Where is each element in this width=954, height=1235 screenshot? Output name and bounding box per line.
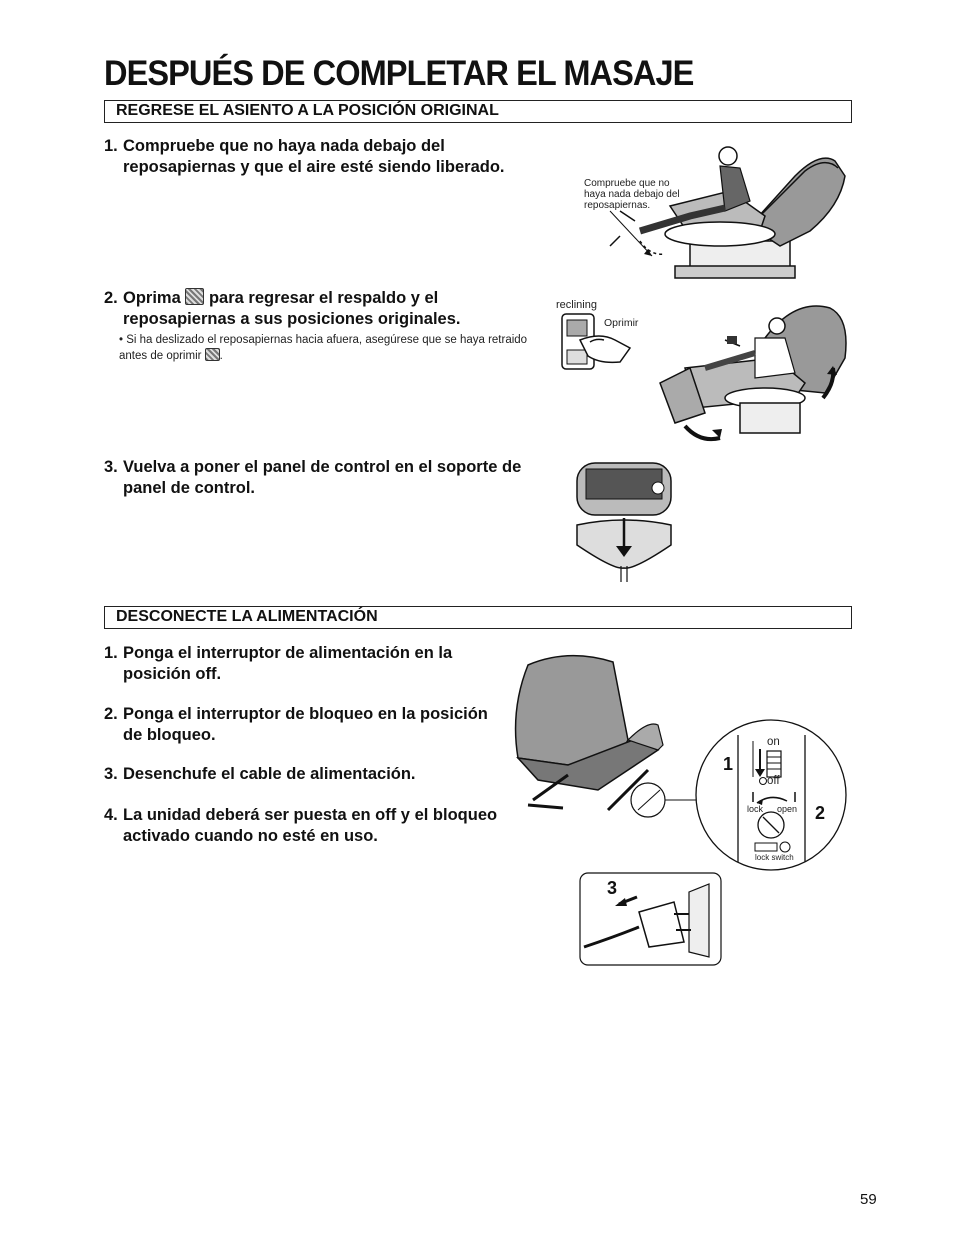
step-2-lock-switch xyxy=(104,704,504,746)
step-text: Ponga el interruptor de alimentación en la posición off. xyxy=(123,644,453,683)
label-switch-off: off xyxy=(767,775,780,787)
step-text: Desenchufe el cable de alimentación. xyxy=(123,765,416,783)
step-1-check-legrest xyxy=(104,136,544,178)
figure-control-panel-holder xyxy=(574,460,674,582)
note-text-before: • Si ha deslizado el reposapiernas hacia afuera, asegúrese que se haya retraido antes de oprimir xyxy=(119,334,528,362)
callout-number-1: 1 xyxy=(723,754,734,774)
figure-chair-back xyxy=(508,650,708,820)
step-3-unplug xyxy=(104,764,504,785)
note-text-after: . xyxy=(219,350,223,362)
press-label: Oprimir xyxy=(604,317,639,329)
step-number: 2. xyxy=(104,705,118,723)
section-heading-text: DESCONECTE LA ALIMENTACIÓN xyxy=(116,608,378,625)
label-lock: lock xyxy=(747,804,764,814)
step-number: 1. xyxy=(104,644,118,662)
reclining-button-icon xyxy=(205,348,220,361)
step-2-note xyxy=(119,333,549,364)
step-2-press-reclining xyxy=(104,288,544,330)
step-number: 3. xyxy=(104,765,118,783)
step-number: 4. xyxy=(104,806,118,824)
step-text: Compruebe que no haya nada debajo del reposapiernas y que el aire esté siendo liberado. xyxy=(123,137,505,176)
reclining-button-icon xyxy=(185,288,204,305)
page-title: DESPUÉS DE COMPLETAR EL MASAJE xyxy=(104,54,694,93)
label-switch-on: on xyxy=(767,736,780,748)
step-number: 3. xyxy=(104,458,118,476)
figure-unplug-cord xyxy=(579,872,722,967)
step-number: 2. xyxy=(104,289,118,307)
step-text: Ponga el interruptor de bloqueo en la posición de bloqueo. xyxy=(123,705,488,744)
step-text: Vuelva a poner el panel de control en el soporte de panel de control. xyxy=(123,458,522,497)
page-number: 59 xyxy=(860,1191,877,1208)
section-heading-text: REGRESE EL ASIENTO A LA POSICIÓN ORIGINAL xyxy=(116,102,499,119)
step-1-power-off xyxy=(104,643,504,685)
step-text-before: Oprima xyxy=(123,289,181,307)
callout-number-2: 2 xyxy=(815,803,826,823)
step-text-after: para regresar el respaldo y el reposapiernas a sus posiciones originales. xyxy=(123,289,461,328)
figure-check-legrest xyxy=(580,136,860,296)
reclining-label: reclining xyxy=(556,299,597,311)
step-number: 1. xyxy=(104,137,118,155)
step-3-return-panel xyxy=(104,457,544,499)
label-open: open xyxy=(777,804,798,814)
step-text: La unidad deberá ser puesta en off y el bloqueo activado cuando no esté en uso. xyxy=(123,806,498,845)
figure-chair-reclined xyxy=(655,298,855,453)
callout-number-3: 3 xyxy=(607,878,618,898)
figure-check-caption: Compruebe que no haya nada debajo del reposapiernas. xyxy=(584,178,680,211)
step-4-off-when-unused xyxy=(104,805,504,847)
section-heading-disconnect-power xyxy=(104,606,852,629)
label-lock-switch: lock switch xyxy=(755,853,794,862)
section-heading-return-seat xyxy=(104,100,852,123)
